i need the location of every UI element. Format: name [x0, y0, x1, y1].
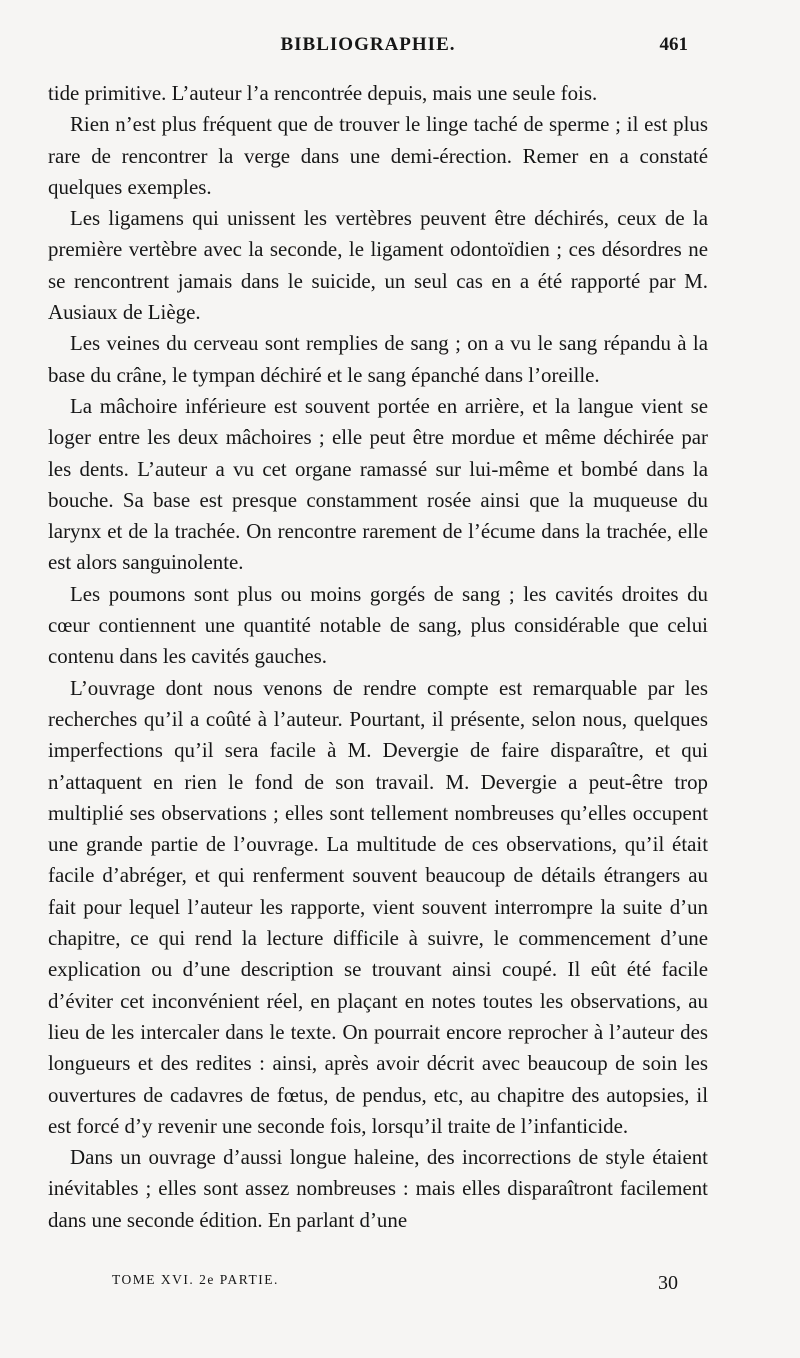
paragraph: Dans un ouvrage d’aussi longue haleine, des incorrections de style étaient inévitables ; elles sont assez nombreuses : mais elles disparaîtront facilement dans une seconde édition. En parlant d’une	[48, 1145, 708, 1232]
paragraph: Les ligamens qui unissent les vertèbres peuvent être déchirés, ceux de la première vertèbre avec la seconde, le ligament odontoïdien ; ces désordres ne se rencontrent jamais dans le suicide, un seul cas en a été rapporté par M. Ausiaux de Liège.	[48, 206, 708, 325]
page-footer	[48, 1272, 708, 1302]
paragraph: tide primitive. L’auteur l’a rencontrée depuis, mais une seule fois.	[48, 81, 598, 105]
paragraph: Les poumons sont plus ou moins gorgés de sang ; les cavités droites du cœur contiennent une quantité notable de sang, plus considérable que celui contenu dans les cavités gauches.	[48, 581, 708, 669]
paragraph: L’ouvrage dont nous venons de rendre compte est remarquable par les recherches qu’il a coûté à l’auteur. Pourtant, il présente, selon nous, quelques imperfections qu’il sera facile à M. Devergie de faire disparaître, et qui n’attaquent en rien le fond de son travail. M. Devergie a peut-être trop multiplié ses observations ; elles sont tellement nombreuses qu’elles occupent une grande partie de l’ouvrage. La multitude de ces observations, qu’il était facile d’abréger, et qui renferment souvent beaucoup de détails étrangers au fait pour lequel l’auteur les rapporte, vient souvent interrompre la suite d’un chapitre, ce qui rend la lecture difficile à suivre, le commencement d’une explication ou d’une description se trouvant ainsi coupé. Il eût été facile d’éviter cet inconvénient réel, en plaçant en notes toutes les observations, au lieu de les intercaler dans le texte. On pourrait encore reprocher à l’auteur des longueurs et des redites : ainsi, après avoir décrit avec beaucoup de soin les ouvertures de cadavres de fœtus, de pendus, etc, au chapitre des autopsies, il est forcé d’y revenir une seconde fois, lorsqu’il traite de l’infanticide.	[48, 675, 708, 1138]
running-head	[48, 34, 688, 64]
sheet-number: 30	[658, 1272, 678, 1294]
body-text	[48, 78, 708, 1236]
paragraph: Rien n’est plus fréquent que de trouver le linge taché de sperme ; il est plus rare de rencontrer la verge dans une demi-érection. Remer en a constaté quelques exemples.	[48, 112, 708, 199]
paragraph: La mâchoire inférieure est souvent portée en arrière, et la langue vient se loger entre les deux mâchoires ; elle peut être mordue et même déchirée par les dents. L’auteur a vu cet organe ramassé sur lui-même et bombé dans la bouche. Sa base est presque constamment rosée ainsi que la muqueuse du larynx et de la trachée. On rencontre rarement de l’écume dans la trachée, elle est alors sanguinolente.	[48, 393, 708, 575]
running-title: BIBLIOGRAPHIE.	[280, 34, 456, 55]
page-number: 461	[659, 34, 688, 55]
signature-mark: TOME XVI. 2e PARTIE.	[112, 1272, 279, 1287]
paragraph: Les veines du cerveau sont remplies de sang ; on a vu le sang répandu à la base du crâne, le tympan déchiré et le sang épanché dans l’oreille.	[48, 331, 708, 387]
